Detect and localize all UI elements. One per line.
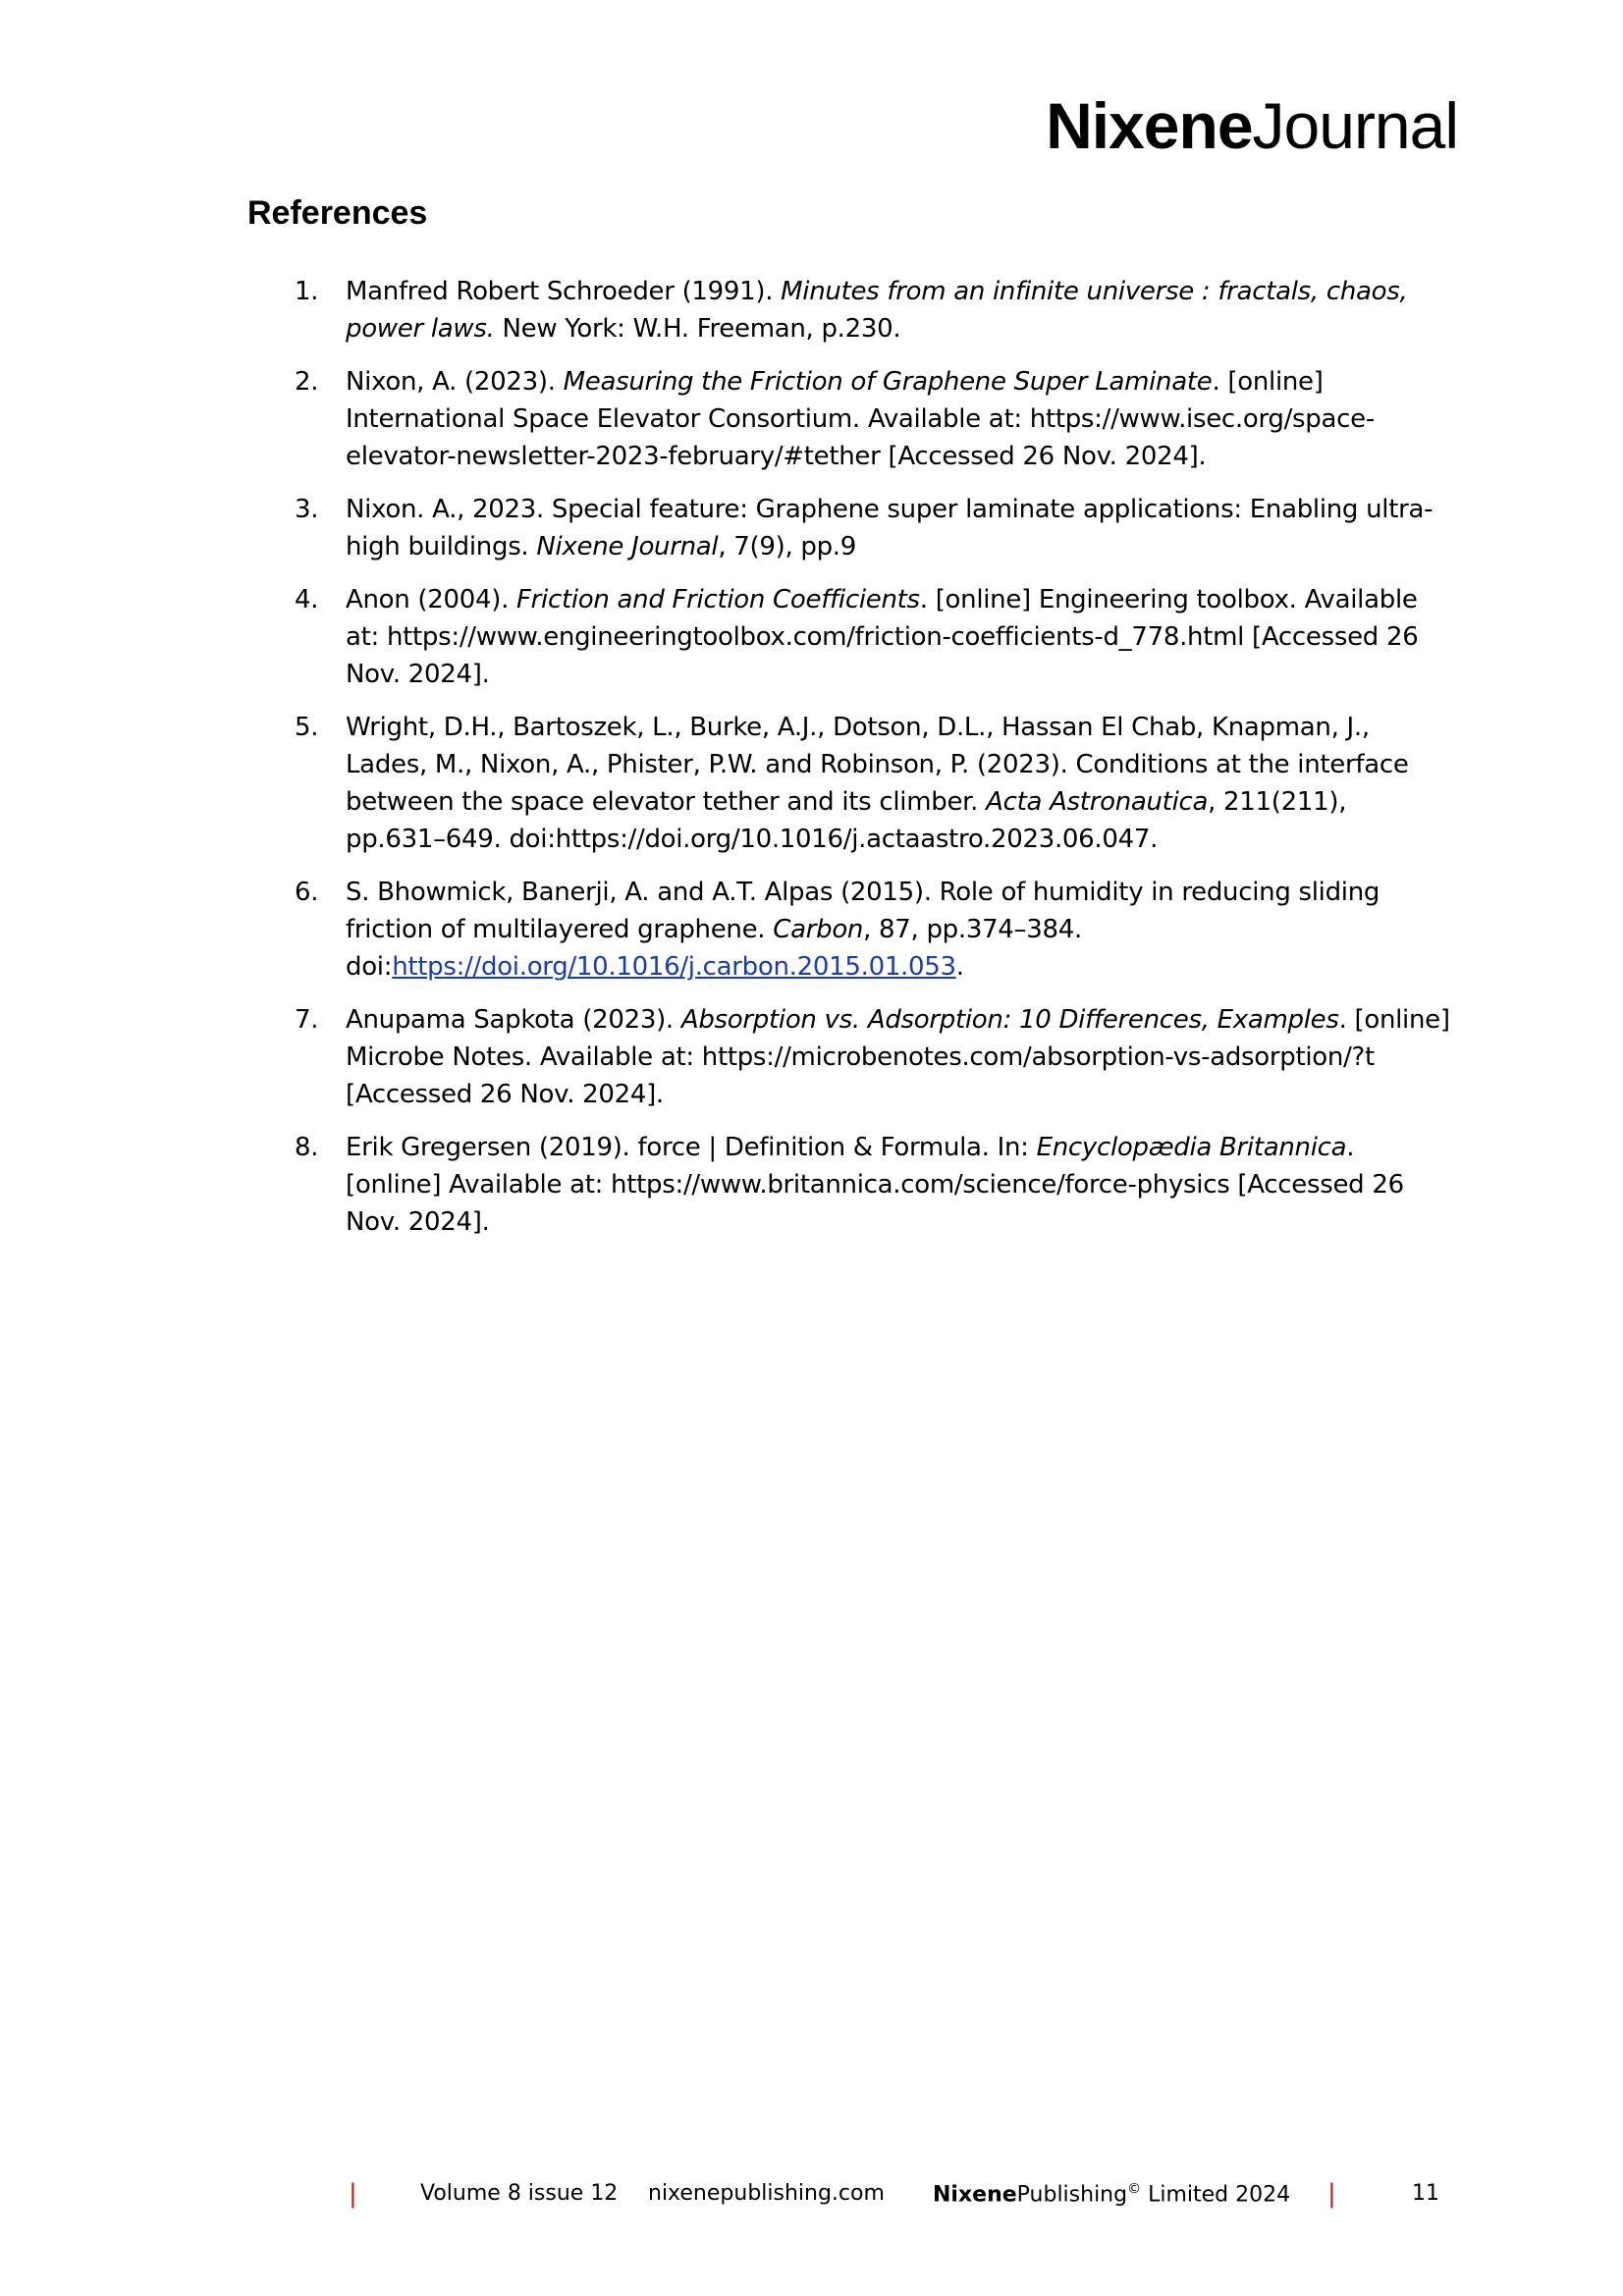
reference-number: 6. [295, 878, 319, 907]
reference-title: Measuring the Friction of Graphene Super Laminate [563, 367, 1213, 397]
reference-text: Nixon. A., 2023. Special feature: Graphene super laminate applications: Enabling ultra-high buildings. [346, 495, 1434, 561]
footer-separator-right: | [1327, 2179, 1336, 2209]
reference-text: . [online] International Space Elevator Consortium. Available at: https://www.isec.org/space-elevator-newsletter-2023-february/#tether [Accessed 26 Nov. 2024]. [346, 367, 1375, 471]
reference-number: 1. [295, 277, 319, 306]
reference-text: S. Bhowmick, Banerji, A. and A.T. Alpas (2015). Role of humidity in reducing sliding friction of multilayered graphene. [346, 878, 1380, 944]
page-number: 11 [1412, 2181, 1439, 2206]
reference-text: Manfred Robert Schroeder (1991). [346, 277, 782, 306]
footer-publisher [933, 2181, 1290, 2207]
footer-separator-left: | [349, 2179, 357, 2209]
reference-title: Minutes from an infinite universe : fractals, chaos, power laws. [346, 277, 1408, 344]
copyright-symbol: © [1127, 2181, 1142, 2197]
reference-number: 8. [295, 1133, 319, 1162]
reference-item [295, 363, 1453, 475]
journal-masthead [1046, 89, 1458, 162]
reference-title: Carbon [773, 915, 864, 944]
reference-text: . [955, 952, 964, 982]
reference-item [295, 581, 1453, 693]
reference-item [295, 874, 1453, 986]
reference-item [295, 491, 1453, 565]
doi-link[interactable]: https://doi.org/10.1016/j.carbon.2015.01.053 [392, 952, 956, 982]
reference-number: 5. [295, 713, 319, 742]
footer-volume: Volume 8 issue 12 [420, 2181, 619, 2206]
reference-text: , 211(211), pp.631–649. doi:https://doi.org/10.1016/j.actaastro.2023.06.047. [346, 787, 1347, 854]
reference-item [295, 1001, 1453, 1113]
references-heading: References [247, 194, 428, 232]
reference-number: 7. [295, 1005, 319, 1035]
reference-title: Encyclopædia Britannica [1036, 1133, 1347, 1162]
reference-text: New York: W.H. Freeman, p.230. [494, 314, 901, 344]
reference-text: . [online] Engineering toolbox. Available at: https://www.engineeringtoolbox.com/friction-coefficients-d_778.html [Accessed 26 Nov. 2024]. [346, 585, 1419, 689]
reference-item [295, 709, 1453, 858]
reference-text: Anupama Sapkota (2023). [346, 1005, 681, 1035]
footer-site: nixenepublishing.com [648, 2181, 885, 2206]
references-list [295, 273, 1453, 1256]
reference-text: Wright, D.H., Bartoszek, L., Burke, A.J., Dotson, D.L., Hassan El Chab, Knapman, J., Lades, M., Nixon, A., Phister, P.W. and Robinson, P. (2023). Conditions at the interface between the space elevator tether and its climber. [346, 713, 1409, 817]
page-footer [0, 2181, 1623, 2220]
reference-number: 2. [295, 367, 319, 397]
masthead-brand-light: Journal [1252, 89, 1458, 162]
reference-title: Friction and Friction Coefficients [516, 585, 920, 614]
reference-text: Anon (2004). [346, 585, 516, 614]
footer-publisher-tail: Limited 2024 [1141, 2182, 1291, 2208]
reference-number: 4. [295, 585, 319, 614]
reference-title: Nixene Journal [536, 532, 719, 561]
masthead-brand-bold: Nixene [1046, 89, 1253, 162]
reference-text: , 87, pp.374–384. doi: [346, 915, 1082, 982]
reference-title: Acta Astronautica [986, 787, 1209, 817]
reference-text: . [online] Available at: https://www.britannica.com/science/force-physics [Accessed 26 Nov. 2024]. [346, 1133, 1404, 1237]
footer-publisher-rest: Publishing [1016, 2182, 1128, 2208]
reference-item [295, 1129, 1453, 1241]
reference-text: Nixon, A. (2023). [346, 367, 564, 397]
reference-text: , 7(9), pp.9 [718, 532, 857, 561]
footer-publisher-bold: Nixene [933, 2182, 1017, 2208]
reference-text: . [online] Microbe Notes. Available at: https://microbenotes.com/absorption-vs-adsorption/?t [Accessed 26 Nov. 2024]. [346, 1005, 1450, 1109]
reference-number: 3. [295, 495, 319, 524]
reference-title: Absorption vs. Adsorption: 10 Differences, Examples [680, 1005, 1339, 1035]
reference-text: Erik Gregersen (2019). force | Definition & Formula. In: [346, 1133, 1037, 1162]
reference-item [295, 273, 1453, 347]
